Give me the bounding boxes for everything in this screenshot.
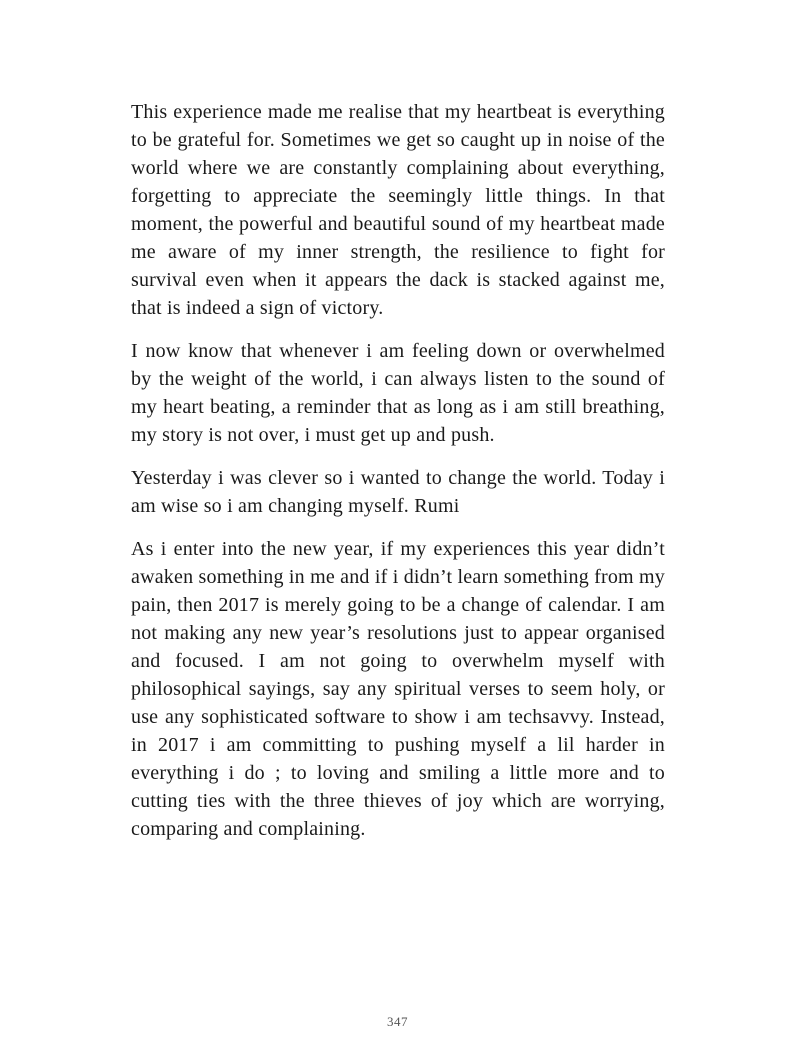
paragraph-heartbeat-gratitude: This experience made me realise that my heartbeat is everything to be grateful for. Sometimes we get so caught up in noise of the world where we are constantly complaining about everything, forgetting to appreciate the seemingly little things. In that moment, the powerful and beautiful sound of my heartbeat made me aware of my inner strength, the resilience to fight for survival even when it appears the dack is stacked against me, that is indeed a sign of victory.: [131, 101, 665, 319]
paragraph-new-year-resolutions: As i enter into the new year, if my experiences this year didn’t awaken something in me and if i didn’t learn something from my pain, then 2017 is merely going to be a change of calendar. I am not making any new year’s resolutions just to appear organised and focused. I am not going to overwhelm myself with philosophical sayings, say any spiritual verses to seem holy, or use any sophisticated software to show i am techsavvy. Instead, in 2017 i am committing to pushing myself a lil harder in everything i do ; to loving and smiling a little more and to cutting ties with the three thieves of joy which are worrying, comparing and complaining.: [131, 538, 665, 840]
page-number: 347: [387, 1014, 408, 1029]
paragraph-heart-beating-reminder: I now know that whenever i am feeling down or overwhelmed by the weight of the world, i can always listen to the sound of my heart beating, a reminder that as long as i am still breathing, my story is not over, i must get up and push.: [131, 340, 665, 446]
paragraph-rumi-quote: Yesterday i was clever so i wanted to change the world. Today i am wise so i am changing myself. Rumi: [131, 467, 665, 517]
text-block: [131, 98, 665, 858]
